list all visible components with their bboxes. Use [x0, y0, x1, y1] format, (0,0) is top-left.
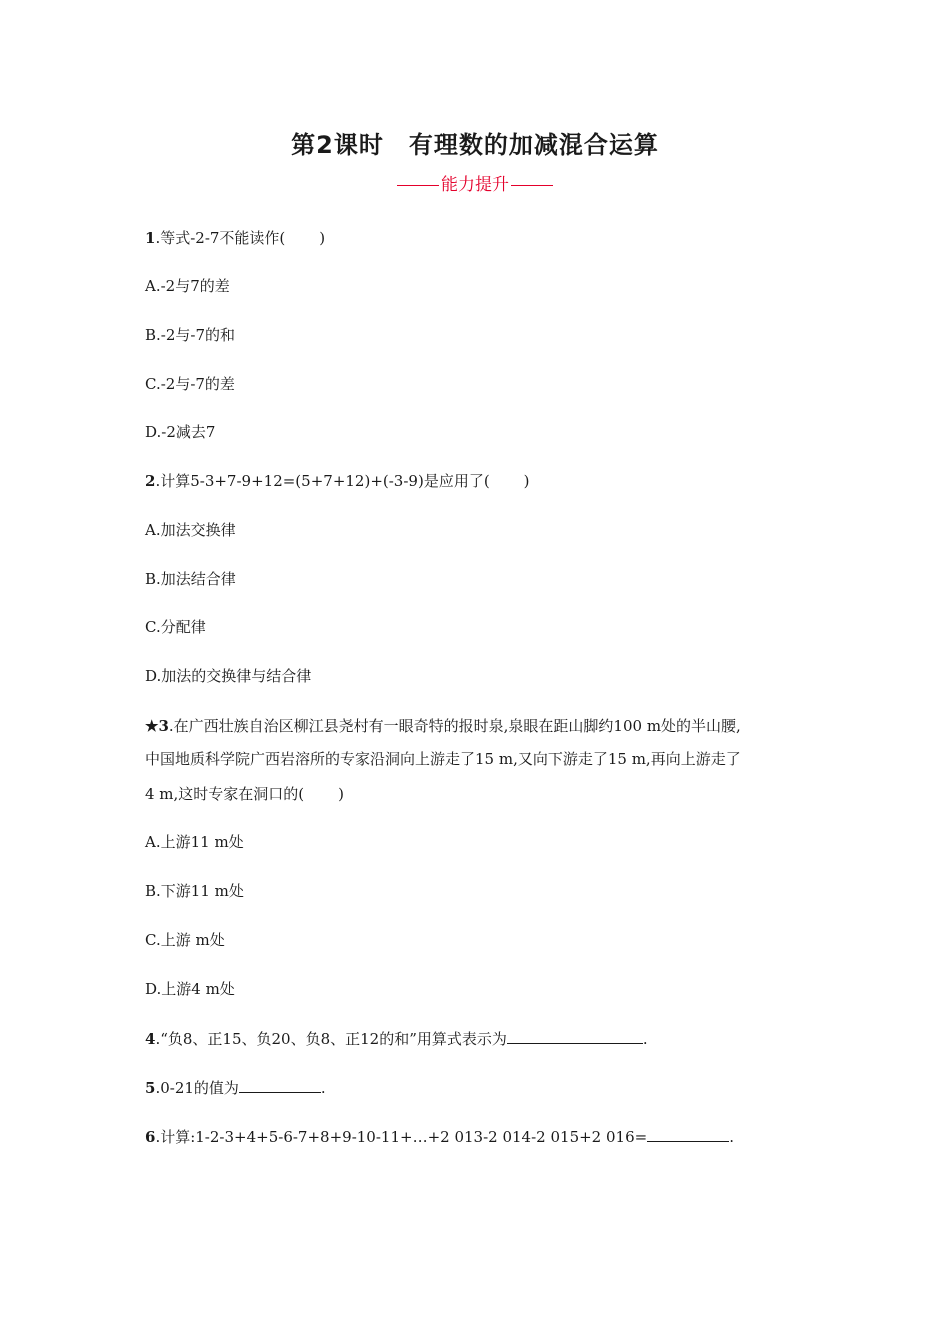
- question-3-close: ): [338, 785, 345, 803]
- question-2-option-b: B.加法结合律: [145, 570, 236, 588]
- right-rule: [511, 185, 553, 186]
- question-5-text: .0-21的值为: [155, 1079, 239, 1097]
- question-3-text-1: .在广西壮族自治区柳江县尧村有一眼奇特的报时泉,泉眼在距山脚约100 m处的半山腰,: [168, 717, 741, 735]
- left-rule: [397, 185, 439, 186]
- question-3-number: 3: [158, 717, 169, 735]
- answer-blank: [507, 1027, 643, 1044]
- question-4: [145, 1027, 648, 1049]
- section-label-text: 能力提升: [441, 175, 509, 195]
- question-6-number: 6: [145, 1128, 156, 1146]
- section-label: [0, 172, 950, 198]
- question-6: [145, 1125, 734, 1147]
- question-3-option-d: D.上游4 m处: [145, 980, 235, 998]
- question-2-text: .计算5-3+7-9+12=(5+7+12)+(-3-9)是应用了(: [155, 472, 490, 490]
- question-6-end: .: [729, 1128, 734, 1146]
- question-4-text: .“负8、正15、负20、负8、正12的和”用算式表示为: [155, 1030, 507, 1048]
- question-3-line-1: [145, 715, 741, 736]
- question-1-number: 1: [145, 229, 156, 247]
- question-5-end: .: [320, 1079, 326, 1097]
- question-4-end: .: [642, 1030, 648, 1048]
- answer-blank: [647, 1125, 729, 1142]
- question-5-number: 5: [145, 1079, 156, 1097]
- question-2-stem: [145, 470, 530, 491]
- answer-blank: [239, 1076, 321, 1093]
- question-1-option-b: B.-2与-7的和: [145, 326, 236, 344]
- question-2-option-a: A.加法交换律: [145, 521, 236, 539]
- page-title: 第2课时 有理数的加减混合运算: [291, 131, 659, 159]
- star-icon: ★: [145, 717, 159, 735]
- question-1-close: ): [319, 229, 326, 247]
- question-3-line-2: 中国地质科学院广西岩溶所的专家沿洞向上游走了15 m,又向下游走了15 m,再向上游走了: [145, 750, 741, 768]
- question-1-option-a: A.-2与7的差: [145, 277, 230, 295]
- question-1-option-c: C.-2与-7的差: [145, 375, 235, 393]
- question-2-number: 2: [145, 472, 156, 490]
- question-2-option-d: D.加法的交换律与结合律: [145, 667, 312, 685]
- question-4-number: 4: [145, 1030, 156, 1048]
- question-2-close: ): [523, 472, 530, 490]
- question-2-option-c: C.分配律: [145, 618, 206, 636]
- question-3-line-3: [145, 783, 344, 804]
- question-1-text: .等式-2-7不能读作(: [155, 229, 286, 247]
- question-1-stem: [145, 227, 325, 248]
- question-6-text: .计算:1-2-3+4+5-6-7+8+9-10-11+…+2 013-2 014-2 015+2 016=: [155, 1128, 648, 1146]
- question-3-option-b: B.下游11 m处: [145, 882, 244, 900]
- question-3-option-c: C.上游 m处: [145, 931, 225, 949]
- question-5: [145, 1076, 326, 1098]
- question-3-option-a: A.上游11 m处: [145, 833, 244, 851]
- question-3-text-3: 4 m,这时专家在洞口的(: [145, 785, 305, 803]
- question-1-option-d: D.-2减去7: [145, 423, 216, 441]
